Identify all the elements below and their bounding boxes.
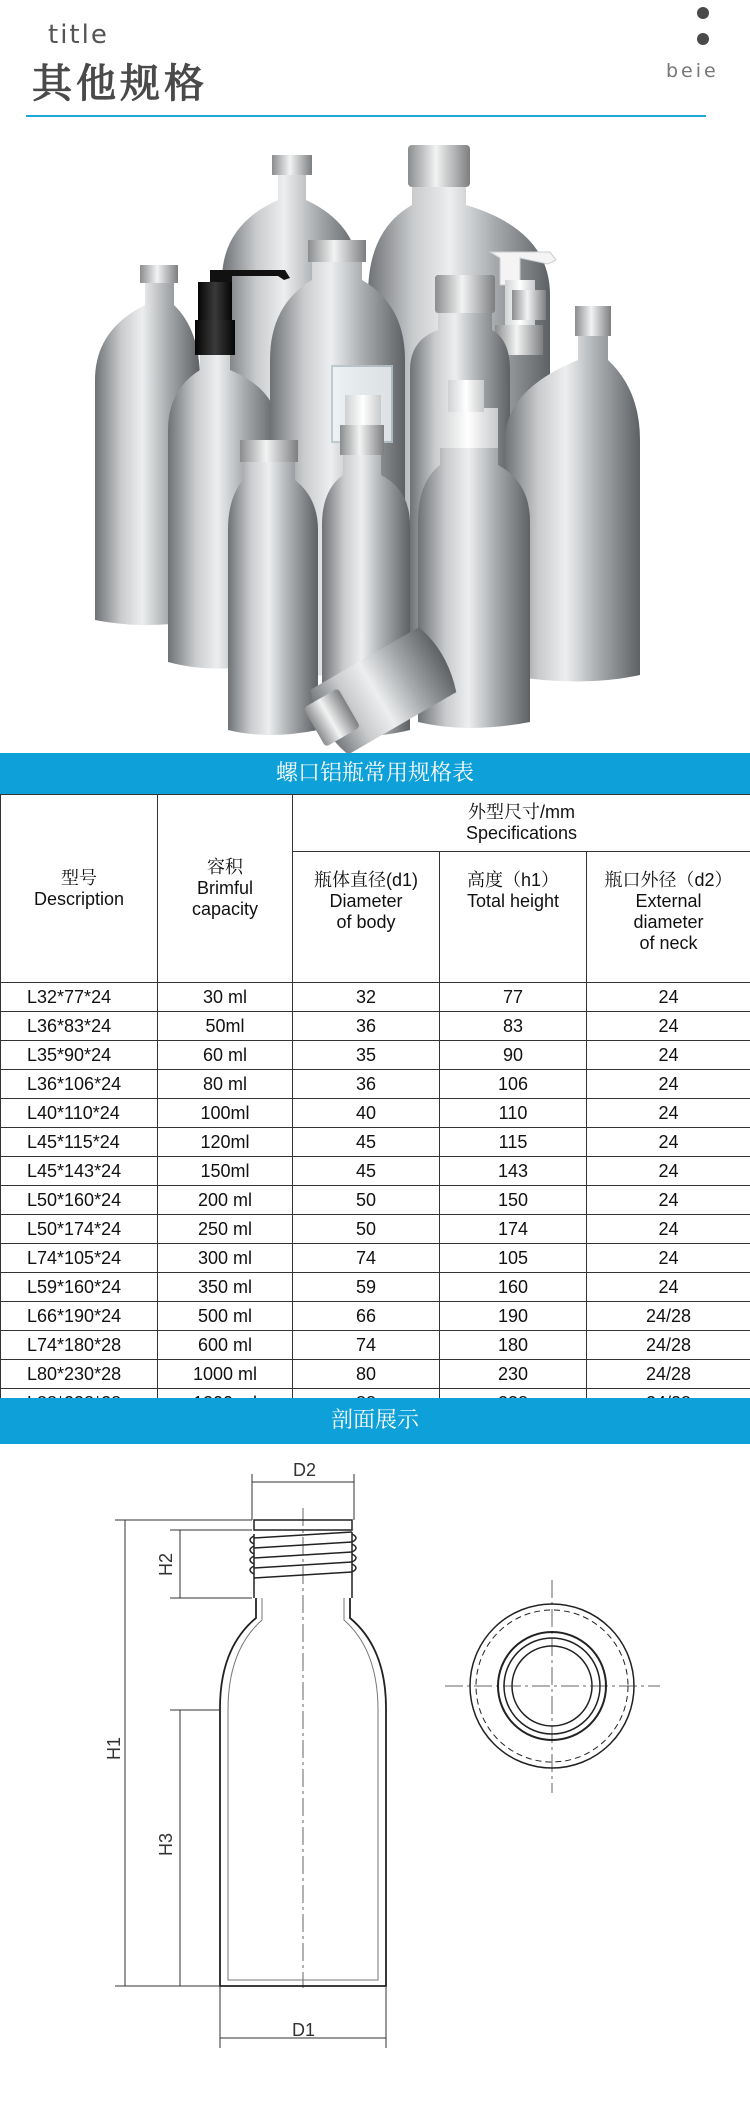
header-big-title: 其他规格 — [32, 52, 208, 109]
cell-capacity: 250 ml — [158, 1215, 293, 1244]
cell-neck-diameter: 24 — [587, 1186, 750, 1215]
cell-body-diameter: 50 — [293, 1186, 440, 1215]
cell-height: 106 — [440, 1070, 587, 1099]
dimension-h2 — [170, 1530, 252, 1598]
label-h2: H2 — [156, 1553, 176, 1576]
cell-neck-diameter: 24 — [587, 1215, 750, 1244]
cell-capacity: 300 ml — [158, 1244, 293, 1273]
dimension-h3 — [170, 1710, 220, 1986]
cell-height: 83 — [440, 1012, 587, 1041]
cell-model: L40*110*24 — [1, 1099, 158, 1128]
cell-height: 105 — [440, 1244, 587, 1273]
cell-body-diameter: 40 — [293, 1099, 440, 1128]
table-row — [1, 1099, 750, 1128]
bottle-right-back-small — [512, 290, 546, 320]
cell-neck-diameter: 24 — [587, 983, 750, 1012]
table-row — [1, 983, 750, 1012]
table-row — [1, 1157, 750, 1186]
cell-height: 160 — [440, 1273, 587, 1302]
cell-neck-diameter: 24 — [587, 1128, 750, 1157]
cell-height: 150 — [440, 1186, 587, 1215]
dimension-h1 — [115, 1520, 252, 1986]
table-row — [1, 1244, 750, 1273]
table-row — [1, 1273, 750, 1302]
table-row — [1, 1041, 750, 1070]
cell-body-diameter: 74 — [293, 1331, 440, 1360]
cell-model: L45*143*24 — [1, 1157, 158, 1186]
cell-neck-diameter: 24 — [587, 1273, 750, 1302]
cell-neck-diameter: 24 — [587, 1157, 750, 1186]
cell-model: L36*83*24 — [1, 1012, 158, 1041]
cell-height: 190 — [440, 1302, 587, 1331]
cell-model: L74*180*28 — [1, 1331, 158, 1360]
cell-body-diameter: 36 — [293, 1070, 440, 1099]
cell-body-diameter: 32 — [293, 983, 440, 1012]
cell-model: L50*160*24 — [1, 1186, 158, 1215]
cell-neck-diameter: 24/28 — [587, 1331, 750, 1360]
cell-height: 77 — [440, 983, 587, 1012]
table-row — [1, 1360, 750, 1389]
cell-capacity: 150ml — [158, 1157, 293, 1186]
cell-model: L66*190*24 — [1, 1302, 158, 1331]
table-row — [1, 1070, 750, 1099]
cell-height: 90 — [440, 1041, 587, 1070]
cell-capacity: 80 ml — [158, 1070, 293, 1099]
cell-capacity: 200 ml — [158, 1186, 293, 1215]
table-row — [1, 1215, 750, 1244]
section-banner: 剖面展示 — [0, 1398, 750, 1444]
cell-capacity: 100ml — [158, 1099, 293, 1128]
page-header — [0, 0, 750, 120]
cell-model: L50*174*24 — [1, 1215, 158, 1244]
cell-height: 180 — [440, 1331, 587, 1360]
label-h1: H1 — [104, 1737, 124, 1760]
header-divider — [26, 115, 706, 117]
cell-neck-diameter: 24/28 — [587, 1360, 750, 1389]
cell-model: L59*160*24 — [1, 1273, 158, 1302]
header-capacity: 容积 Brimful capacity — [158, 795, 293, 983]
cell-model: L80*230*28 — [1, 1360, 158, 1389]
cell-capacity: 120ml — [158, 1128, 293, 1157]
cell-neck-diameter: 24 — [587, 1070, 750, 1099]
cell-model: L74*105*24 — [1, 1244, 158, 1273]
cell-height: 143 — [440, 1157, 587, 1186]
cross-section-drawing — [0, 1448, 750, 2108]
header-total-height: 高度（h1） Total height — [440, 852, 587, 983]
cell-capacity: 30 ml — [158, 983, 293, 1012]
header-model: 型号 Description — [1, 795, 158, 983]
label-h3: H3 — [156, 1833, 176, 1856]
cell-capacity: 350 ml — [158, 1273, 293, 1302]
cell-model: L45*115*24 — [1, 1128, 158, 1157]
table-row — [1, 1012, 750, 1041]
cell-body-diameter: 80 — [293, 1360, 440, 1389]
cell-height: 230 — [440, 1360, 587, 1389]
cell-neck-diameter: 24 — [587, 1099, 750, 1128]
header-body-diameter: 瓶体直径(d1) Diameter of body — [293, 852, 440, 983]
cell-capacity: 60 ml — [158, 1041, 293, 1070]
brand-label: beie — [666, 60, 719, 82]
header-specifications: 外型尺寸/mm Specifications — [293, 795, 750, 852]
product-photo — [0, 130, 750, 755]
header-small-title: title — [48, 20, 109, 50]
cell-neck-diameter: 24 — [587, 1244, 750, 1273]
cell-body-diameter: 50 — [293, 1215, 440, 1244]
label-d2: D2 — [293, 1460, 316, 1480]
header-neck-diameter: 瓶口外径（d2） External diameter of neck — [587, 852, 750, 983]
cell-height: 110 — [440, 1099, 587, 1128]
table-row — [1, 1331, 750, 1360]
cell-neck-diameter: 24/28 — [587, 1302, 750, 1331]
cell-capacity: 1000 ml — [158, 1360, 293, 1389]
cell-body-diameter: 74 — [293, 1244, 440, 1273]
cell-capacity: 600 ml — [158, 1331, 293, 1360]
cell-neck-diameter: 24 — [587, 1041, 750, 1070]
cell-height: 115 — [440, 1128, 587, 1157]
cell-body-diameter: 66 — [293, 1302, 440, 1331]
cell-model: L36*106*24 — [1, 1070, 158, 1099]
cell-body-diameter: 36 — [293, 1012, 440, 1041]
dot-icon-top — [697, 7, 709, 19]
cell-body-diameter: 59 — [293, 1273, 440, 1302]
table-row — [1, 1128, 750, 1157]
table-header-row — [1, 795, 750, 852]
cell-model: L35*90*24 — [1, 1041, 158, 1070]
cell-capacity: 500 ml — [158, 1302, 293, 1331]
cell-neck-diameter: 24 — [587, 1012, 750, 1041]
table-row — [1, 1186, 750, 1215]
dot-icon-bottom — [697, 33, 709, 45]
cell-body-diameter: 45 — [293, 1157, 440, 1186]
table-row — [1, 1302, 750, 1331]
cell-capacity: 50ml — [158, 1012, 293, 1041]
label-d1: D1 — [292, 2020, 315, 2040]
cell-height: 174 — [440, 1215, 587, 1244]
cell-body-diameter: 45 — [293, 1128, 440, 1157]
spec-table-banner: 螺口铝瓶常用规格表 — [0, 753, 750, 794]
spec-table — [0, 794, 750, 1418]
top-view — [445, 1580, 660, 1793]
cell-model: L32*77*24 — [1, 983, 158, 1012]
cell-body-diameter: 35 — [293, 1041, 440, 1070]
